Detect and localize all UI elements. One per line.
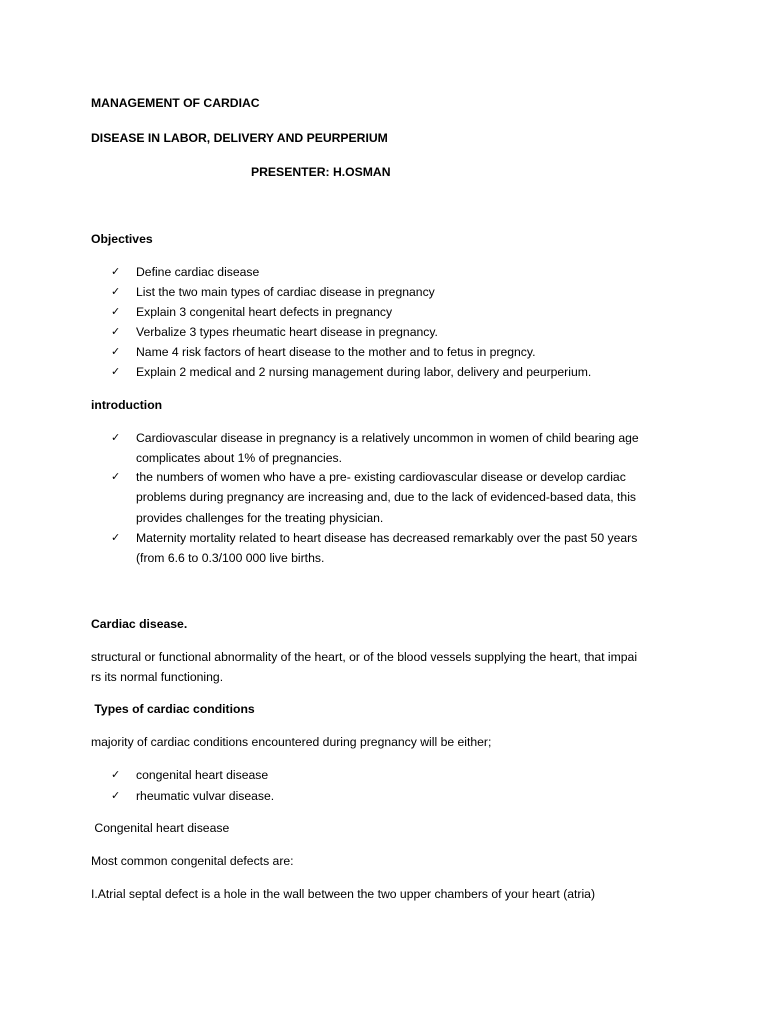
cardiac-disease-heading: Cardiac disease. (91, 617, 188, 631)
checkmark-icon: ✓ (111, 789, 121, 802)
title-line-2: DISEASE IN LABOR, DELIVERY AND PEURPERIUM (91, 131, 388, 145)
intro-item-line: Maternity mortality related to heart disease has decreased remarkably over the past 50 years (136, 531, 638, 545)
objective-item: Explain 2 medical and 2 nursing management during labor, delivery and peurperium. (136, 365, 592, 379)
checkmark-icon: ✓ (111, 768, 121, 781)
checkmark-icon: ✓ (111, 470, 121, 483)
objective-item: Verbalize 3 types rheumatic heart disease in pregnancy. (136, 325, 438, 339)
intro-item-line: Cardiovascular disease in pregnancy is a relatively uncommon in women of child bearing age (136, 431, 639, 445)
objective-item: List the two main types of cardiac disease in pregnancy (136, 285, 435, 299)
checkmark-icon: ✓ (111, 531, 121, 544)
intro-item-line: complicates about 1% of pregnancies. (136, 451, 342, 465)
title-line-1: MANAGEMENT OF CARDIAC (91, 96, 260, 110)
objective-item: Name 4 risk factors of heart disease to the mother and to fetus in pregncy. (136, 345, 536, 359)
intro-item-line: the numbers of women who have a pre- existing cardiovascular disease or develop cardiac (136, 470, 626, 484)
congenital-heading: Congenital heart disease (91, 821, 230, 835)
checkmark-icon: ✓ (111, 345, 121, 358)
checkmark-icon: ✓ (111, 265, 121, 278)
presenter-line: PRESENTER: H.OSMAN (251, 165, 391, 179)
common-defects-line: Most common congenital defects are: (91, 854, 294, 868)
introduction-heading: introduction (91, 398, 163, 412)
types-intro: majority of cardiac conditions encountered during pregnancy will be either; (91, 735, 492, 749)
intro-item-line: (from 6.6 to 0.3/100 000 live births. (136, 551, 325, 565)
checkmark-icon: ✓ (111, 325, 121, 338)
types-heading: Types of cardiac conditions (91, 702, 255, 716)
intro-item-line: problems during pregnancy are increasing and, due to the lack of evidenced-based data, this (136, 490, 637, 504)
type-item: congenital heart disease (136, 768, 269, 782)
objectives-heading: Objectives (91, 232, 153, 246)
intro-item-line: provides challenges for the treating physician. (136, 511, 384, 525)
atrial-septal-line: I.Atrial septal defect is a hole in the wall between the two upper chambers of your heart (atria) (91, 887, 596, 901)
checkmark-icon: ✓ (111, 431, 121, 444)
checkmark-icon: ✓ (111, 285, 121, 298)
type-item: rheumatic vulvar disease. (136, 789, 275, 803)
checkmark-icon: ✓ (111, 365, 121, 378)
cardiac-definition-line-2: rs its normal functioning. (91, 670, 224, 684)
checkmark-icon: ✓ (111, 305, 121, 318)
cardiac-definition-line-1: structural or functional abnormality of the heart, or of the blood vessels supplying the heart, that impai (91, 650, 638, 664)
objective-item: Define cardiac disease (136, 265, 260, 279)
objective-item: Explain 3 congenital heart defects in pregnancy (136, 305, 393, 319)
